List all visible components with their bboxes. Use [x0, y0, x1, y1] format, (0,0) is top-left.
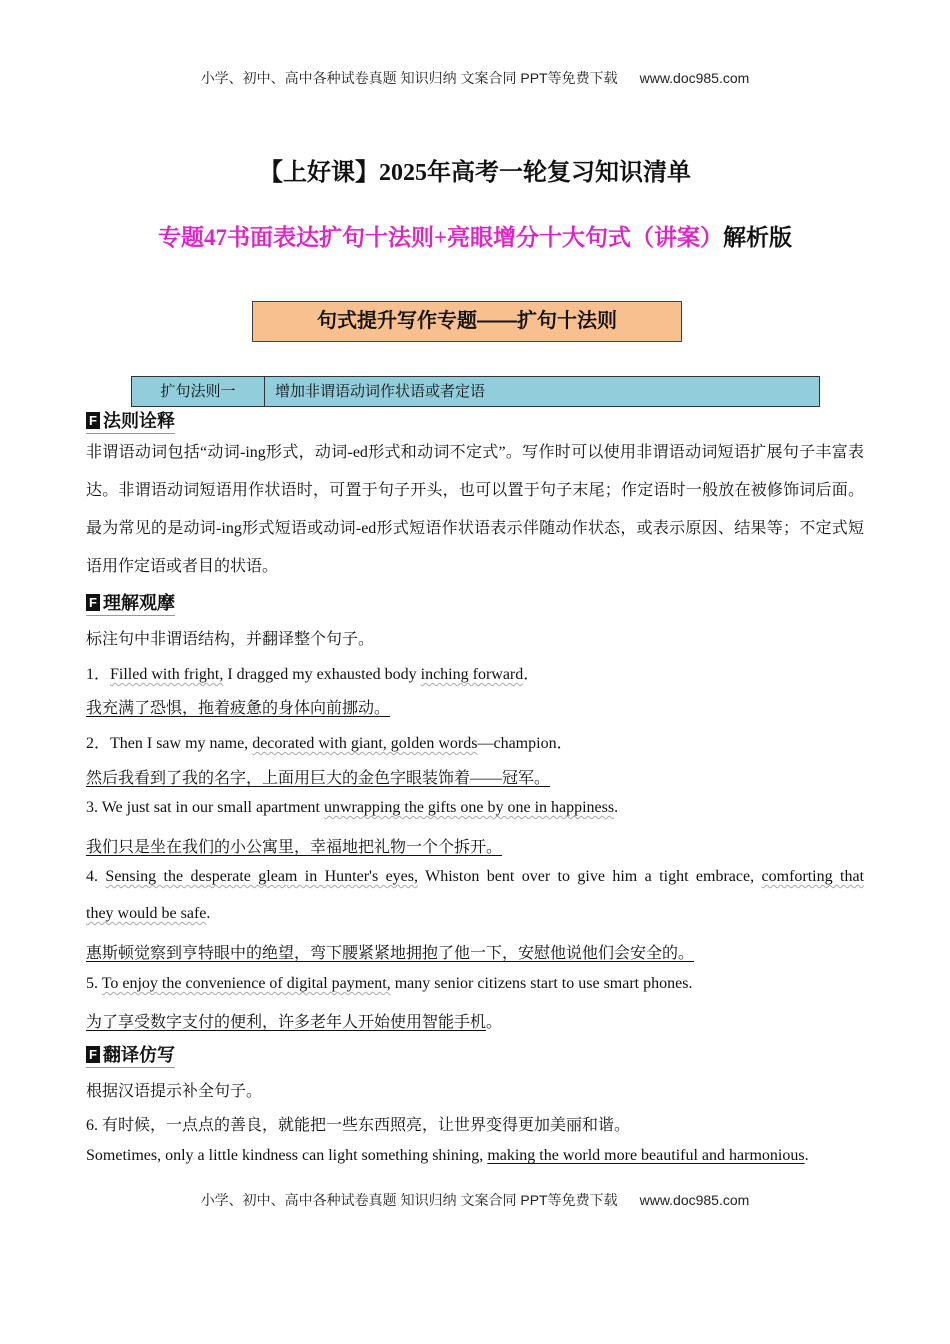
exercise-6-prompt: 6. 有时候，一点点的善良，就能把一些东西照亮，让世界变得更加美丽和谐。 [86, 1117, 631, 1134]
text-segment: 3. We just sat in our small apartment [86, 799, 324, 816]
marked-nonfinite-phrase: To enjoy the convenience of digital payment, [101, 975, 391, 992]
text-segment: 5. [86, 975, 102, 992]
example-1-chinese [86, 695, 864, 718]
explain-paragraph: 非谓语动词包括“动词-ing形式，动词-ed形式和动词不定式”。写作时可以使用非谓语动词短语扩展句子丰富表达。非谓语动词短语用作状语时，可置于句子开头，也可以置于句子末尾；作定语时一般放在被修饰词后面。最为常见的是动词-ing形式短语或动词-ed形式短语作状语表示伴随动作状态，或表示原因、结果等；不定式短语用作定语或者目的状语。 [86, 444, 864, 575]
text-segment: 4. [86, 868, 106, 885]
example-5-english [86, 975, 864, 993]
section-label: 理解观摩 [103, 593, 175, 613]
example-4-english-cont [86, 905, 864, 923]
rule-name: 扩句法则一 [132, 377, 265, 406]
section-label: 法则诠释 [103, 411, 175, 431]
document-title: 【上好课】2025年高考一轮复习知识清单 [259, 160, 691, 186]
footer-text: 小学、初中、高中各种试卷真题 知识归纳 文案合同 PPT等免费下载 [200, 1192, 618, 1208]
f-icon: F [86, 412, 100, 429]
text-segment: ． [523, 666, 540, 683]
f-icon: F [86, 594, 100, 611]
page-header [0, 68, 950, 88]
section-heading-observe [86, 589, 175, 616]
marked-nonfinite-phrase: inching forward [420, 666, 524, 683]
text-segment: 2．Then I saw my name, [86, 735, 253, 752]
section-label: 翻译仿写 [103, 1045, 175, 1065]
footer-site-link[interactable]: www.doc985.com [639, 1192, 750, 1208]
example-1-english [86, 661, 864, 684]
marked-nonfinite-phrase: Filled with fright, [110, 666, 224, 683]
example-3-english [86, 799, 864, 817]
document-subtitle [0, 219, 950, 252]
text-segment: . [804, 1147, 809, 1164]
rule-table [131, 376, 820, 407]
example-4-chinese [86, 940, 864, 963]
section-heading-translate [86, 1041, 175, 1068]
marked-nonfinite-phrase: comforting that [761, 868, 865, 885]
text-segment: —champion． [477, 735, 573, 752]
underlined-answer: 然后我看到了我的名字，上面用巨大的金色字眼装饰着——冠军。 [86, 770, 551, 787]
text-segment: I dragged my exhausted body [223, 666, 421, 683]
underlined-answer: 我们只是坐在我们的小公寓里，幸福地把礼物一个个拆开。 [86, 839, 503, 856]
text-segment: many senior citizens start to use smart phones. [390, 975, 693, 992]
text-segment: Whiston bent over to give him a tight embrace, [418, 868, 762, 885]
topic-box: 句式提升写作专题——扩句十法则 [252, 301, 682, 342]
marked-nonfinite-phrase: decorated with giant, golden words [252, 735, 478, 752]
underlined-answer: 为了享受数字支付的便利，许多老年人开始使用智能手机 [86, 1014, 487, 1031]
text-segment: 。 [486, 1014, 503, 1031]
translate-instruction: 根据汉语提示补全句子。 [86, 1083, 263, 1100]
marked-nonfinite-phrase: Sensing the desperate gleam in Hunter's eyes, [105, 868, 419, 885]
header-text: 小学、初中、高中各种试卷真题 知识归纳 文案合同 PPT等免费下载 [200, 70, 618, 86]
text-segment: . [206, 905, 211, 922]
text-segment: 1． [86, 666, 111, 683]
example-4-english [86, 868, 864, 886]
marked-nonfinite-phrase: unwrapping the gifts one by one in happiness [323, 799, 615, 816]
observe-instruction: 标注句中非谓语结构，并翻译整个句子。 [86, 631, 375, 648]
example-3-chinese [86, 834, 864, 857]
marked-nonfinite-phrase: they would be safe [86, 905, 207, 922]
header-site-link[interactable]: www.doc985.com [639, 70, 750, 86]
underlined-answer: making the world more beautiful and harmonious [487, 1147, 805, 1164]
underlined-answer: 我充满了恐惧，拖着疲惫的身体向前挪动。 [86, 700, 391, 717]
f-icon: F [86, 1046, 100, 1063]
example-5-chinese [86, 1009, 864, 1032]
subtitle-tail: 解析版 [723, 225, 793, 250]
text-segment: . [614, 799, 619, 816]
underlined-answer: 惠斯顿觉察到亨特眼中的绝望，弯下腰紧紧地拥抱了他一下，安慰他说他们会安全的。 [86, 945, 695, 962]
example-2-chinese [86, 765, 864, 788]
section-heading-explain [86, 407, 175, 434]
rule-description: 增加非谓语动词作状语或者定语 [275, 383, 486, 400]
page-footer [0, 1190, 950, 1210]
text-segment: Sometimes, only a little kindness can light something shining, [86, 1147, 488, 1164]
subtitle-main: 专题47书面表达扩句十法则+亮眼增分十大句式（讲案） [157, 225, 724, 250]
example-2-english [86, 730, 864, 753]
exercise-6-answer [86, 1147, 864, 1165]
